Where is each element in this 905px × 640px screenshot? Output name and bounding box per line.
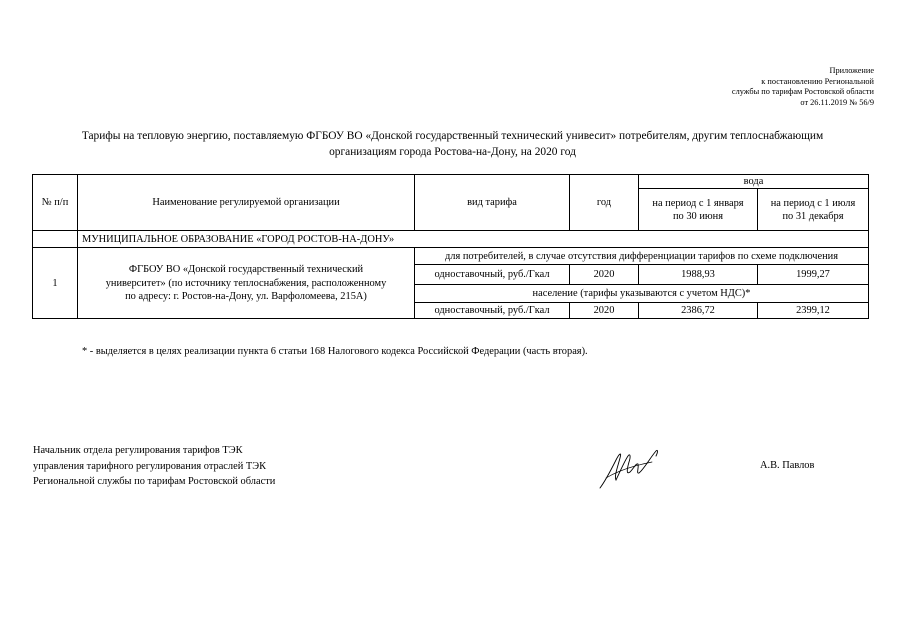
header-org: Наименование регулируемой организации xyxy=(78,175,415,231)
header-tariff-type: вид тарифа xyxy=(415,175,570,231)
tariff-table xyxy=(32,174,869,319)
title-line: Тарифы на тепловую энергию, поставляемую ФГБОУ ВО «Донской государственный технический унивесит» потребителям, другим теплоснабжающим xyxy=(81,130,824,142)
signer-position-line: управления тарифного регулирования отраслей ТЭК xyxy=(33,460,267,472)
appendix-line: службы по тарифам Ростовской области xyxy=(731,87,874,97)
consumers-period-1: 1988,93 xyxy=(639,265,758,285)
signer-position-line: Начальник отдела регулирования тарифов ТЭК xyxy=(33,445,243,456)
header-period-2-line: на период с 1 июля xyxy=(770,197,856,209)
header-period-2-line: по 31 декабря xyxy=(782,210,844,222)
municipality-row xyxy=(33,231,869,248)
appendix-line: Приложение xyxy=(829,66,874,75)
footnote: * - выделяется в целях реализации пункта 6 статьи 168 Налогового кодекса Российской Федерации (часть вторая). xyxy=(82,346,588,357)
signature-image xyxy=(592,442,672,492)
header-num: № п/п xyxy=(33,175,78,231)
appendix-header xyxy=(634,66,874,108)
population-period-2: 2399,12 xyxy=(758,303,869,319)
population-header: население (тарифы указываются с учетом НДС)* xyxy=(415,285,869,303)
municipality-num-cell xyxy=(33,231,78,248)
header-period-1 xyxy=(639,189,758,231)
consumers-period-2: 1999,27 xyxy=(758,265,869,285)
appendix-line: от 26.11.2019 № 56/9 xyxy=(800,97,874,107)
population-period-1: 2386,72 xyxy=(639,303,758,319)
row-org-line: по адресу: г. Ростов-на-Дону, ул. Варфоломеева, 215А) xyxy=(125,291,367,303)
consumers-header: для потребителей, в случае отсутствия дифференциации тарифов по схеме подключения xyxy=(415,248,869,265)
population-year: 2020 xyxy=(570,303,639,319)
document-title xyxy=(40,129,865,160)
header-group-water: вода xyxy=(639,175,869,189)
signer-name: А.В. Павлов xyxy=(760,460,815,471)
signer-position-line: Региональной службы по тарифам Ростовской области xyxy=(33,476,276,488)
row-num: 1 xyxy=(33,248,78,319)
consumers-tariff-type: одноставочный, руб./Гкал xyxy=(415,265,570,285)
header-period-2 xyxy=(758,189,869,231)
header-row xyxy=(33,175,869,189)
table-row xyxy=(33,248,869,265)
header-year: год xyxy=(570,175,639,231)
municipality-label: МУНИЦИПАЛЬНОЕ ОБРАЗОВАНИЕ «ГОРОД РОСТОВ-НА-ДОНУ» xyxy=(78,231,869,248)
row-org-line: университет» (по источнику теплоснабжения, расположенному xyxy=(105,277,387,289)
row-org-line: ФГБОУ ВО «Донской государственный технический xyxy=(128,264,364,276)
title-line: организациям города Ростова-на-Дону, на 2020 год xyxy=(329,145,576,158)
signer-position xyxy=(33,443,275,490)
consumers-year: 2020 xyxy=(570,265,639,285)
row-org xyxy=(78,248,415,319)
population-tariff-type: одноставочный, руб./Гкал xyxy=(415,303,570,319)
appendix-line: к постановлению Региональной xyxy=(761,76,874,86)
header-period-1-line: по 30 июня xyxy=(672,210,723,222)
header-period-1-line: на период с 1 января xyxy=(652,197,744,209)
